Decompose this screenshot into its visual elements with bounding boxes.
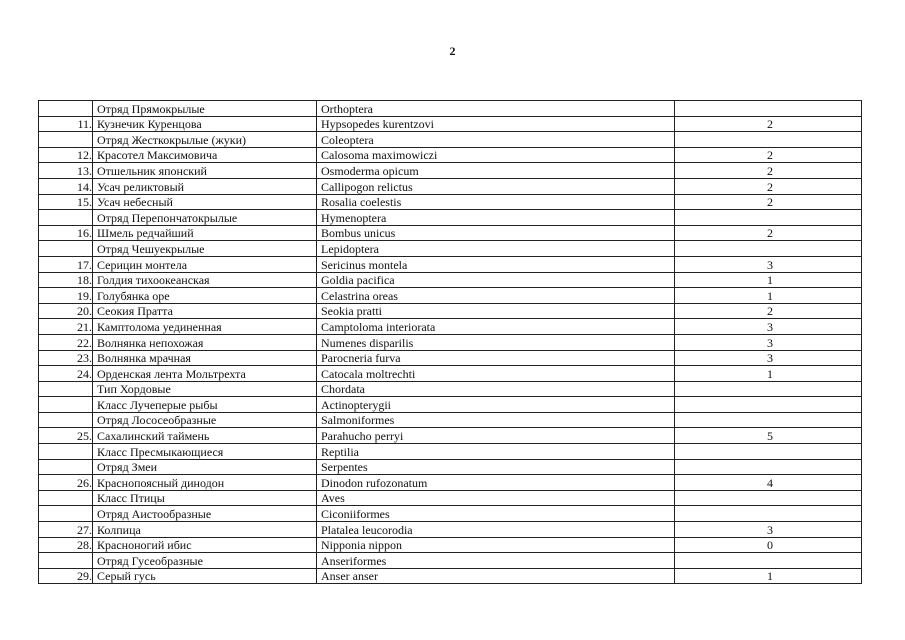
russian-name: Тип Хордовые xyxy=(93,381,317,397)
species-table xyxy=(38,100,862,584)
russian-name: Отряд Аистообразные xyxy=(93,506,317,522)
russian-name: Сеокия Пратта xyxy=(93,303,317,319)
row-number: 18. xyxy=(39,272,93,288)
latin-name: Callipogon relictus xyxy=(317,178,675,194)
row-number: 29. xyxy=(39,568,93,584)
category: 2 xyxy=(675,178,862,194)
table-row xyxy=(39,350,862,366)
latin-name: Catocala moltrechti xyxy=(317,366,675,382)
table-row xyxy=(39,272,862,288)
table-row xyxy=(39,475,862,491)
category xyxy=(675,459,862,475)
latin-name: Dinodon rufozonatum xyxy=(317,475,675,491)
category: 1 xyxy=(675,272,862,288)
category xyxy=(675,506,862,522)
category: 1 xyxy=(675,568,862,584)
russian-name: Отряд Чешуекрылые xyxy=(93,241,317,257)
russian-name: Волнянка мрачная xyxy=(93,350,317,366)
row-number xyxy=(39,506,93,522)
row-number xyxy=(39,553,93,569)
row-number: 17. xyxy=(39,256,93,272)
species-table-body xyxy=(39,101,862,584)
latin-name: Chordata xyxy=(317,381,675,397)
latin-name: Osmoderma opicum xyxy=(317,163,675,179)
russian-name: Голдия тихоокеанская xyxy=(93,272,317,288)
russian-name: Отряд Гусеобразные xyxy=(93,553,317,569)
table-row xyxy=(39,537,862,553)
row-number xyxy=(39,101,93,117)
category xyxy=(675,553,862,569)
russian-name: Отряд Змеи xyxy=(93,459,317,475)
category xyxy=(675,210,862,226)
row-number: 25. xyxy=(39,428,93,444)
latin-name: Hypsopedes kurentzovi xyxy=(317,116,675,132)
category xyxy=(675,412,862,428)
category: 3 xyxy=(675,334,862,350)
row-number xyxy=(39,459,93,475)
table-row xyxy=(39,194,862,210)
category xyxy=(675,132,862,148)
table-row xyxy=(39,163,862,179)
russian-name: Усач реликтовый xyxy=(93,178,317,194)
category: 1 xyxy=(675,288,862,304)
table-row xyxy=(39,132,862,148)
table-row xyxy=(39,412,862,428)
latin-name: Nipponia nippon xyxy=(317,537,675,553)
row-number: 19. xyxy=(39,288,93,304)
latin-name: Celastrina oreas xyxy=(317,288,675,304)
row-number: 21. xyxy=(39,319,93,335)
table-row xyxy=(39,553,862,569)
latin-name: Anseriformes xyxy=(317,553,675,569)
latin-name: Calosoma maximowiczi xyxy=(317,147,675,163)
row-number: 26. xyxy=(39,475,93,491)
row-number xyxy=(39,412,93,428)
latin-name: Platalea leucorodia xyxy=(317,522,675,538)
table-row xyxy=(39,522,862,538)
row-number xyxy=(39,490,93,506)
row-number: 27. xyxy=(39,522,93,538)
latin-name: Aves xyxy=(317,490,675,506)
table-row xyxy=(39,288,862,304)
table-row xyxy=(39,568,862,584)
latin-name: Hymenoptera xyxy=(317,210,675,226)
row-number: 24. xyxy=(39,366,93,382)
latin-name: Parahucho perryi xyxy=(317,428,675,444)
table-row xyxy=(39,319,862,335)
category: 1 xyxy=(675,366,862,382)
latin-name: Seokia pratti xyxy=(317,303,675,319)
row-number xyxy=(39,210,93,226)
latin-name: Coleoptera xyxy=(317,132,675,148)
category: 2 xyxy=(675,194,862,210)
latin-name: Actinopterygii xyxy=(317,397,675,413)
latin-name: Anser anser xyxy=(317,568,675,584)
table-row xyxy=(39,397,862,413)
row-number xyxy=(39,241,93,257)
category: 2 xyxy=(675,163,862,179)
latin-name: Serpentes xyxy=(317,459,675,475)
russian-name: Класс Птицы xyxy=(93,490,317,506)
table-row xyxy=(39,459,862,475)
category: 3 xyxy=(675,319,862,335)
latin-name: Sericinus montela xyxy=(317,256,675,272)
latin-name: Numenes disparilis xyxy=(317,334,675,350)
row-number: 11. xyxy=(39,116,93,132)
table-row xyxy=(39,303,862,319)
latin-name: Goldia pacifica xyxy=(317,272,675,288)
latin-name: Camptoloma interiorata xyxy=(317,319,675,335)
category: 2 xyxy=(675,225,862,241)
category xyxy=(675,381,862,397)
table-row xyxy=(39,490,862,506)
row-number: 14. xyxy=(39,178,93,194)
table-row xyxy=(39,225,862,241)
latin-name: Reptilia xyxy=(317,444,675,460)
row-number: 22. xyxy=(39,334,93,350)
row-number: 13. xyxy=(39,163,93,179)
russian-name: Колпица xyxy=(93,522,317,538)
russian-name: Краснопоясный динодон xyxy=(93,475,317,491)
russian-name: Сахалинский таймень xyxy=(93,428,317,444)
table-row xyxy=(39,178,862,194)
category: 3 xyxy=(675,350,862,366)
row-number: 12. xyxy=(39,147,93,163)
latin-name: Ciconiiformes xyxy=(317,506,675,522)
table-row xyxy=(39,241,862,257)
category xyxy=(675,444,862,460)
russian-name: Класс Лучеперые рыбы xyxy=(93,397,317,413)
table-row xyxy=(39,147,862,163)
russian-name: Кузнечик Куренцова xyxy=(93,116,317,132)
row-number xyxy=(39,397,93,413)
category: 0 xyxy=(675,537,862,553)
row-number xyxy=(39,444,93,460)
row-number: 20. xyxy=(39,303,93,319)
russian-name: Голубянка оре xyxy=(93,288,317,304)
russian-name: Отряд Прямокрылые xyxy=(93,101,317,117)
category xyxy=(675,397,862,413)
russian-name: Отшельник японский xyxy=(93,163,317,179)
table-row xyxy=(39,256,862,272)
row-number: 23. xyxy=(39,350,93,366)
latin-name: Orthoptera xyxy=(317,101,675,117)
category: 5 xyxy=(675,428,862,444)
latin-name: Lepidoptera xyxy=(317,241,675,257)
latin-name: Salmoniformes xyxy=(317,412,675,428)
latin-name: Rosalia coelestis xyxy=(317,194,675,210)
russian-name: Серый гусь xyxy=(93,568,317,584)
latin-name: Bombus unicus xyxy=(317,225,675,241)
table-row xyxy=(39,366,862,382)
category: 3 xyxy=(675,256,862,272)
russian-name: Серицин монтела xyxy=(93,256,317,272)
russian-name: Волнянка непохожая xyxy=(93,334,317,350)
category: 2 xyxy=(675,116,862,132)
table-row xyxy=(39,101,862,117)
table-row xyxy=(39,116,862,132)
category: 4 xyxy=(675,475,862,491)
row-number xyxy=(39,132,93,148)
russian-name: Отряд Лососеобразные xyxy=(93,412,317,428)
russian-name: Класс Пресмыкающиеся xyxy=(93,444,317,460)
row-number: 15. xyxy=(39,194,93,210)
russian-name: Отряд Жесткокрылые (жуки) xyxy=(93,132,317,148)
page-number: 2 xyxy=(449,44,456,58)
table-row xyxy=(39,444,862,460)
category: 2 xyxy=(675,303,862,319)
category xyxy=(675,490,862,506)
table-row xyxy=(39,428,862,444)
table-row xyxy=(39,210,862,226)
russian-name: Усач небесный xyxy=(93,194,317,210)
category xyxy=(675,241,862,257)
table-row xyxy=(39,334,862,350)
row-number xyxy=(39,381,93,397)
table-row xyxy=(39,381,862,397)
russian-name: Красноногий ибис xyxy=(93,537,317,553)
russian-name: Камптолома уединенная xyxy=(93,319,317,335)
russian-name: Орденская лента Мольтрехта xyxy=(93,366,317,382)
russian-name: Отряд Перепончатокрылые xyxy=(93,210,317,226)
category: 2 xyxy=(675,147,862,163)
row-number: 28. xyxy=(39,537,93,553)
category: 3 xyxy=(675,522,862,538)
row-number: 16. xyxy=(39,225,93,241)
russian-name: Красотел Максимовича xyxy=(93,147,317,163)
latin-name: Parocneria furva xyxy=(317,350,675,366)
category xyxy=(675,101,862,117)
russian-name: Шмель редчайший xyxy=(93,225,317,241)
table-row xyxy=(39,506,862,522)
